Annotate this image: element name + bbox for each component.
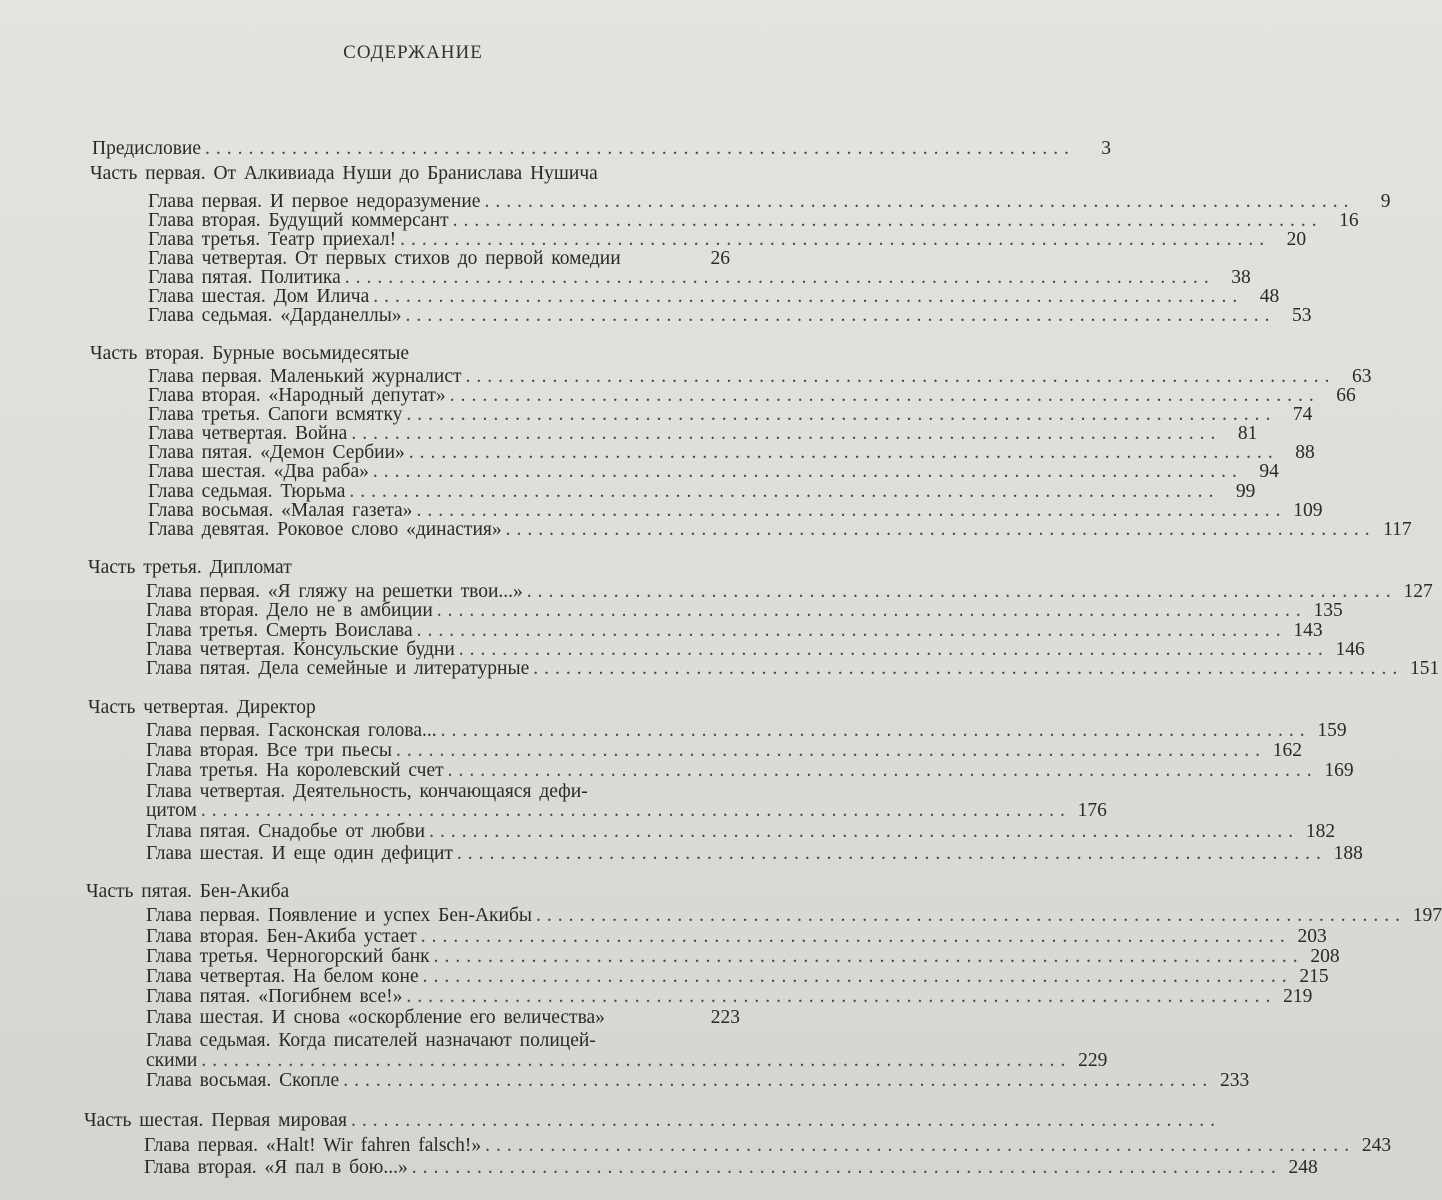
toc-page-number: 215 — [1299, 966, 1329, 987]
dot-leader: ................................................................................ — [436, 600, 1307, 621]
toc-entry-title: Глава первая. Появление и успех Бен-Акибы — [146, 905, 532, 926]
toc-page-number: 203 — [1297, 926, 1327, 947]
dot-leader: ................................................................................ — [456, 843, 1327, 864]
dot-leader: ................................................................................ — [449, 385, 1320, 406]
dot-leader: ................................................................................ — [343, 1070, 1214, 1091]
dot-leader: ................................................................................ — [422, 966, 1293, 987]
dot-leader: ................................................................................ — [406, 986, 1277, 1007]
toc-page-number: 127 — [1403, 581, 1433, 602]
dot-leader: ................................................................................ — [400, 229, 1271, 250]
dot-leader: ................................................................................ — [465, 366, 1336, 387]
toc-entry — [146, 821, 1336, 843]
toc-section-heading — [146, 1030, 680, 1052]
toc-entry-title: Глава третья. Смерть Воислава — [146, 620, 413, 641]
toc-entry-title: Глава седьмая. Когда писателей назначают полицей- — [146, 1030, 596, 1051]
dot-leader: ................................................................................ — [201, 1050, 1072, 1071]
toc-entry-title: Глава вторая. Дело не в амбиции — [146, 600, 433, 621]
toc-entry-title: Глава седьмая. Тюрьма — [148, 481, 346, 502]
toc-entry — [146, 740, 1303, 762]
toc-entry-title: Глава восьмая. Скопле — [146, 1070, 340, 1091]
toc-page-number: 169 — [1324, 760, 1354, 781]
dot-leader: ................................................................................ — [351, 423, 1222, 444]
toc-entry-title: Глава седьмая. «Дарданеллы» — [148, 305, 402, 326]
dot-leader: ................................................................................ — [405, 305, 1276, 326]
toc-entry-title: Глава девятая. Роковое слово «династия» — [148, 519, 502, 540]
toc-page-number: 94 — [1259, 461, 1279, 482]
dot-leader: ................................................................................ — [433, 946, 1304, 967]
toc-page-number: 16 — [1339, 210, 1359, 231]
toc-entry — [146, 986, 1313, 1008]
toc-entry-title: Часть пятая. Бен-Акиба — [86, 881, 290, 902]
toc-entry-title: Глава третья. Сапоги всмятку — [148, 404, 403, 425]
toc-entry-title: Глава вторая. Будущий коммерсант — [148, 210, 449, 231]
toc-page-number: 109 — [1293, 500, 1323, 521]
toc-page-number: 81 — [1237, 423, 1258, 444]
toc-entry-title: Глава вторая. Все три пьесы — [146, 740, 393, 761]
dot-leader: ................................................................................ — [200, 800, 1071, 821]
toc-page-number: 162 — [1272, 740, 1303, 761]
dot-leader: ................................................................................ — [416, 620, 1287, 641]
toc-page-number: 9 — [1380, 191, 1391, 212]
toc-entry — [148, 461, 1279, 483]
toc-entry-title: цитом — [146, 800, 197, 821]
toc-entry-title: Глава пятая. «Погибнем все!» — [146, 986, 403, 1007]
toc-entry-title: Глава первая. «Halt! Wir fahren falsch!» — [144, 1135, 482, 1156]
dot-leader: ................................................................................ — [205, 138, 1076, 159]
toc-entry-title: Глава вторая. «Народный депутат» — [148, 385, 446, 406]
dot-leader: ................................................................................ — [458, 639, 1329, 660]
toc-entry-title: Часть первая. От Алкивиада Нуши до Бранислава Нушича — [90, 163, 598, 184]
dot-leader: ................................................................................ — [408, 442, 1279, 463]
toc-page-number: 223 — [710, 1007, 740, 1028]
toc-entry-title: Глава восьмая. «Малая газета» — [148, 500, 413, 521]
dot-leader: ................................................................................ — [344, 267, 1215, 288]
toc-page-number: 208 — [1310, 946, 1340, 967]
toc-entry-title: Глава шестая. Дом Илича — [148, 286, 370, 307]
dot-leader: ................................................................................ — [505, 519, 1376, 540]
toc-entry — [146, 1007, 740, 1029]
dot-leader: ................................................................................ — [452, 210, 1323, 231]
toc-entry — [144, 1135, 1392, 1157]
toc-page-number: 229 — [1078, 1050, 1108, 1071]
dot-leader: ................................................................................ — [484, 191, 1355, 212]
toc-page-number: 99 — [1235, 481, 1256, 502]
toc-entry — [144, 1157, 1318, 1179]
toc-entry-title: Глава шестая. И снова «оскорбление его величества» — [146, 1007, 605, 1028]
toc-page-number: 219 — [1283, 986, 1313, 1007]
toc-entry-title: Глава пятая. Снадобье от любви — [146, 821, 426, 842]
dot-leader: ................................................................................ — [533, 658, 1404, 679]
toc-entry — [146, 760, 1354, 782]
toc-page-number: 66 — [1336, 385, 1356, 406]
toc-entry-title: Часть четвертая. Директор — [88, 697, 316, 718]
toc-entry — [146, 966, 1329, 988]
dot-leader: ................................................................................ — [420, 926, 1291, 947]
toc-entry — [146, 1050, 1108, 1072]
toc-page-number: 146 — [1335, 639, 1365, 660]
toc-entry-title: Часть шестая. Первая мировая — [84, 1110, 348, 1131]
toc-page-number: 151 — [1409, 658, 1440, 679]
toc-entry-title: Глава третья. На королевский счет — [146, 760, 444, 781]
toc-page-number: 20 — [1286, 229, 1307, 250]
toc-entry-title: Глава третья. Театр приехал! — [148, 229, 397, 250]
toc-entry-title: Глава вторая. «Я пал в бою...» — [144, 1157, 408, 1178]
dot-leader: ................................................................................ — [373, 286, 1244, 307]
toc-entry-title: Глава четвертая. Деятельность, кончающаяся дефи- — [146, 781, 588, 802]
toc-entry-title: скими — [146, 1050, 198, 1071]
toc-entry — [146, 600, 1343, 622]
toc-entry — [146, 843, 1363, 865]
toc-entry-title: Глава четвертая. От первых стихов до первой комедии — [148, 248, 621, 269]
dot-leader: ................................................................................ — [485, 1135, 1356, 1156]
dot-leader: ................................................................................ — [349, 481, 1220, 502]
toc-page-number: 74 — [1292, 404, 1313, 425]
toc-page-number: 48 — [1259, 286, 1280, 307]
toc-entry-title: Глава шестая. И еще один дефицит — [146, 843, 453, 864]
page-title: СОДЕРЖАНИЕ — [343, 42, 483, 63]
toc-page-number: 38 — [1231, 267, 1251, 288]
toc-entry — [148, 519, 1412, 541]
toc-entry — [146, 658, 1440, 680]
toc-page-number: 188 — [1333, 843, 1363, 864]
toc-entry — [148, 305, 1312, 327]
toc-entry — [146, 1070, 1250, 1092]
toc-entry-title: Глава четвертая. Консульские будни — [146, 639, 455, 660]
toc-entry-title: Часть вторая. Бурные восьмидесятые — [90, 343, 410, 364]
toc-entry — [146, 946, 1340, 968]
toc-entry-title: Глава шестая. «Два раба» — [148, 461, 369, 482]
toc-page-number: 135 — [1313, 600, 1343, 621]
dot-leader: ................................................................................ — [351, 1110, 1222, 1131]
toc-page-number: 63 — [1352, 366, 1372, 387]
toc-entry-title: Часть третья. Дипломат — [88, 557, 292, 578]
toc-entry — [92, 138, 1112, 160]
dot-leader: ................................................................................ — [411, 1157, 1282, 1178]
toc-page-number: 233 — [1219, 1070, 1250, 1091]
toc-entry-title: Предисловие — [92, 138, 202, 159]
toc-entry-title: Глава четвертая. Война — [148, 423, 348, 444]
toc-page-number: 3 — [1101, 138, 1112, 159]
toc-page-number: 88 — [1295, 442, 1315, 463]
toc-section-heading — [88, 557, 672, 579]
dot-leader: ................................................................................ — [429, 821, 1300, 842]
dot-leader: ................................................................................ — [406, 404, 1277, 425]
toc-page-number: 159 — [1317, 720, 1347, 741]
dot-leader: ................................................................................ — [526, 581, 1397, 602]
toc-page-number: 26 — [710, 248, 730, 269]
dot-leader: ................................................................................ — [535, 905, 1406, 926]
toc-entry — [146, 905, 1442, 927]
toc-section-heading — [90, 343, 672, 365]
toc-entry-title: Глава пятая. «Демон Сербии» — [148, 442, 405, 463]
toc-page-number: 182 — [1305, 821, 1336, 842]
dot-leader: ................................................................................ — [396, 740, 1267, 761]
toc-entry-title: Глава первая. «Я гляжу на решетки твои...» — [146, 581, 523, 602]
toc-page-number: 143 — [1293, 620, 1323, 641]
toc-entry-title: Глава первая. Маленький журналист — [148, 366, 462, 387]
dot-leader: ................................................................................ — [372, 461, 1243, 482]
toc-entry — [146, 800, 1107, 822]
toc-entry-title: Глава четвертая. На белом коне — [146, 966, 419, 987]
toc-page-number: 243 — [1361, 1135, 1392, 1156]
toc-entry — [146, 926, 1327, 948]
toc-entry-title: Глава третья. Черногорский банк — [146, 946, 430, 967]
toc-section-heading — [84, 1110, 1222, 1132]
toc-entry-title: Глава вторая. Бен-Акиба устает — [146, 926, 417, 947]
toc-section-heading — [88, 697, 672, 719]
toc-section-heading — [90, 163, 672, 185]
toc-entry-title: Глава пятая. Политика — [148, 267, 341, 288]
dot-leader: ................................................................................ — [416, 500, 1287, 521]
toc-entry-title: Глава первая. И первое недоразумение — [148, 191, 481, 212]
toc-page-number: 248 — [1288, 1157, 1318, 1178]
toc-entry-title: Глава первая. Гасконская голова... — [146, 720, 437, 741]
toc-page-number: 176 — [1077, 800, 1107, 821]
dot-leader: ................................................................................ — [447, 760, 1318, 781]
toc-entry — [146, 720, 1347, 742]
dot-leader: ................................................................................ — [440, 720, 1311, 741]
toc-entry-title: Глава пятая. Дела семейные и литературные — [146, 658, 530, 679]
toc-page-number: 197 — [1412, 905, 1442, 926]
toc-page-number: 53 — [1292, 305, 1312, 326]
toc-page-number: 117 — [1383, 519, 1412, 540]
toc-section-heading — [86, 881, 672, 903]
